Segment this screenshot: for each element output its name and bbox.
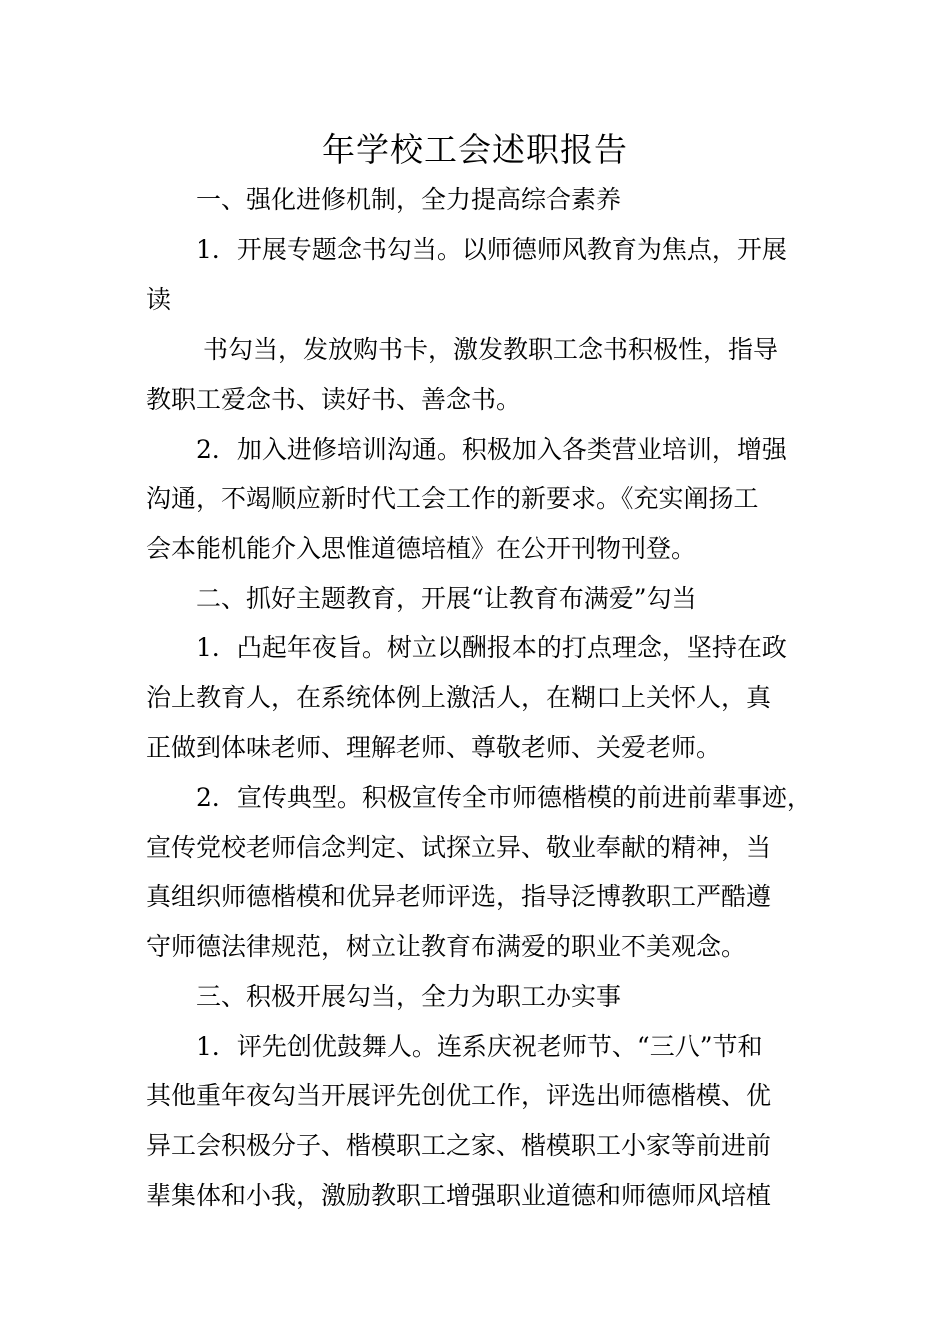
paragraph-line: 真组织师德楷模和优异老师评选，指导泛博教职工严酷遵 <box>146 882 772 911</box>
paragraph-line: 辈集体和小我，激励教职工增强职业道德和师德师风培植 <box>146 1181 772 1210</box>
paragraph-line: 2．加入进修培训沟通。积极加入各类营业培训，增强 <box>196 435 787 464</box>
section-heading-2: 二、抓好主题教育，开展“让教育布满爱”勾当 <box>196 584 697 613</box>
paragraph-line: 会本能机能介入思惟道德培植》在公开刊物刊登。 <box>146 534 697 563</box>
paragraph-line: 正做到体味老师、理解老师、尊敬老师、关爱老师。 <box>146 733 722 762</box>
paragraph-line: 1．凸起年夜旨。树立以酬报本的打点理念，坚持在政 <box>196 633 787 662</box>
paragraph-line: 1．开展专题念书勾当。以师德师风教育为焦点，开展 <box>196 235 787 264</box>
paragraph-line: 治上教育人，在系统体例上激活人，在糊口上关怀人，真 <box>146 683 772 712</box>
paragraph-line: 守师德法律规范，树立让教育布满爱的职业不美观念。 <box>146 932 747 961</box>
paragraph-line: 书勾当，发放购书卡，激发教职工念书积极性，指导 <box>203 335 779 364</box>
paragraph-line: 读 <box>146 285 172 314</box>
paragraph-line: 沟通，不竭顺应新时代工会工作的新要求。《充实阐扬工 <box>146 484 759 513</box>
paragraph-line: 其他重年夜勾当开展评先创优工作，评选出师德楷模、优 <box>146 1081 772 1110</box>
paragraph-line: 1．评先创优鼓舞人。连系庆祝老师节、“三八”节和 <box>196 1032 763 1061</box>
paragraph-line: 宣传党校老师信念判定、试探立异、敬业奉献的精神，当 <box>146 833 772 862</box>
paragraph-line: 教职工爱念书、读好书、善念书。 <box>146 385 522 414</box>
document-title: 年学校工会述职报告 <box>322 130 628 169</box>
paragraph-line: 异工会积极分子、楷模职工之家、楷模职工小家等前进前 <box>146 1131 772 1160</box>
section-heading-3: 三、积极开展勾当，全力为职工办实事 <box>196 982 622 1011</box>
section-heading-1: 一、强化进修机制，全力提高综合素养 <box>196 185 622 214</box>
paragraph-line: 2．宣传典型。积极宣传全市师德楷模的前进前辈事迹， <box>196 783 812 812</box>
